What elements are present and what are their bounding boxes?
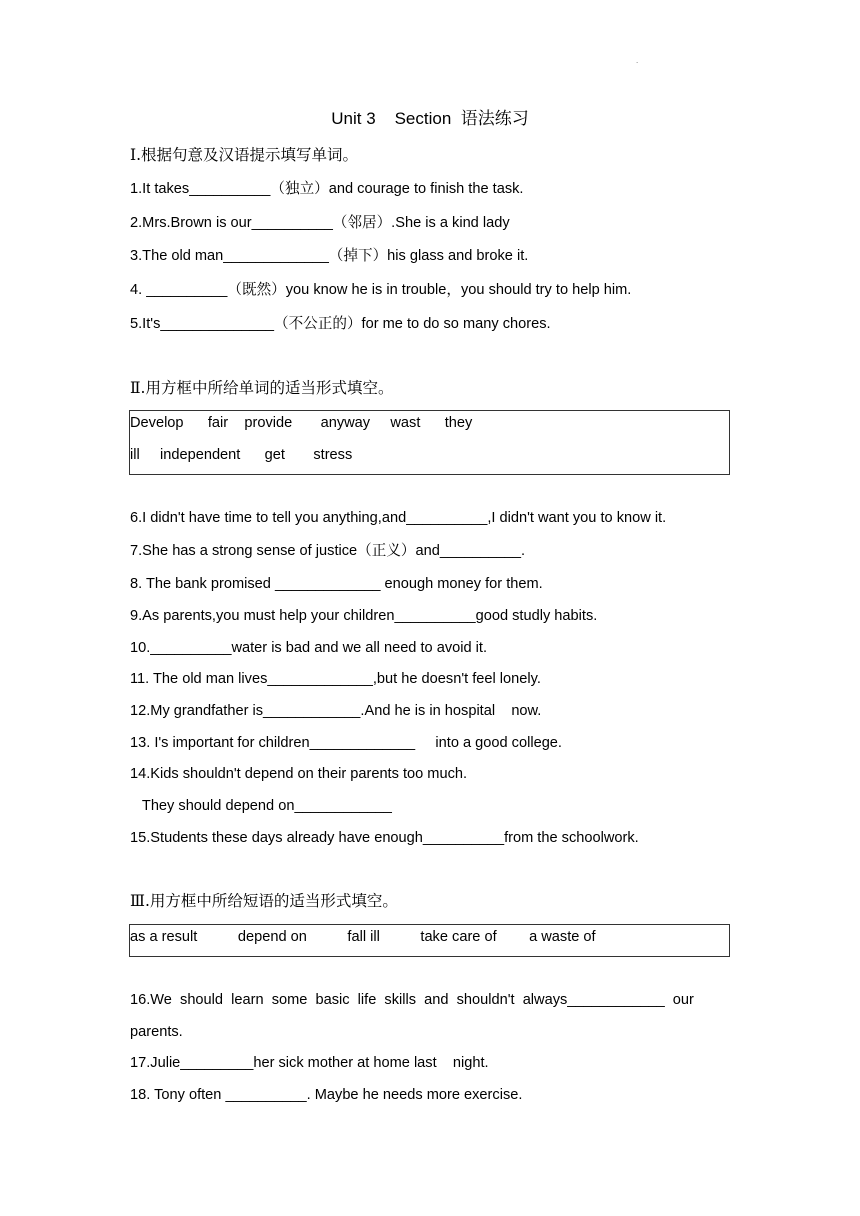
question-9: 9.As parents,you must help your children__________good studly habits. xyxy=(130,608,598,624)
section-2-heading: Ⅱ.用方框中所给单词的适当形式填空。 xyxy=(130,379,394,397)
question-10: 10.__________water is bad and we all need to avoid it. xyxy=(130,640,487,656)
question-4: 4. __________（既然）you know he is in trouble，you should try to help him. xyxy=(130,282,632,298)
question-11: 11. The old man lives_____________,but he doesn't feel lonely. xyxy=(130,671,541,687)
question-3: 3.The old man_____________（掉下）his glass and broke it. xyxy=(130,248,529,264)
phrase-box-row: as a result depend on fall ill take care of a waste of xyxy=(130,929,596,945)
question-14-continued: They should depend on____________ xyxy=(130,798,392,814)
question-2: 2.Mrs.Brown is our__________（邻居）.She is a kind lady xyxy=(130,215,510,231)
question-17: 17.Julie_________her sick mother at home last night. xyxy=(130,1055,489,1071)
word-box-row-1: Develop fair provide anyway wast they xyxy=(130,415,473,431)
question-7: 7.She has a strong sense of justice（正义）and__________. xyxy=(130,543,526,559)
page-title: Unit 3 Section 语法练习 xyxy=(331,109,529,128)
phrase-box xyxy=(129,924,730,957)
question-1: 1.It takes__________（独立）and courage to finish the task. xyxy=(130,181,524,197)
question-5: 5.It's______________（不公正的）for me to do so many chores. xyxy=(130,316,551,332)
question-12: 12.My grandfather is____________.And he is in hospital now. xyxy=(130,703,542,719)
section-3-heading: Ⅲ.用方框中所给短语的适当形式填空。 xyxy=(130,892,398,910)
question-8: 8. The bank promised _____________ enough money for them. xyxy=(130,576,543,592)
word-box-row-2: ill independent get stress xyxy=(130,447,353,463)
question-15: 15.Students these days already have enough__________from the schoolwork. xyxy=(130,830,639,846)
question-14: 14.Kids shouldn't depend on their parents too much. xyxy=(130,766,468,782)
question-18: 18. Tony often __________. Maybe he needs more exercise. xyxy=(130,1087,523,1103)
section-1-heading: Ⅰ.根据句意及汉语提示填写单词。 xyxy=(130,146,359,164)
question-6: 6.I didn't have time to tell you anything,and__________,I didn't want you to know it. xyxy=(130,510,667,526)
question-16-continued: parents. xyxy=(130,1024,183,1040)
page-dot: . xyxy=(636,56,639,65)
question-13: 13. I's important for children_____________ into a good college. xyxy=(130,735,562,751)
question-16: 16.We should learn some basic life skills and shouldn't always____________ our xyxy=(130,992,694,1008)
word-box xyxy=(129,410,730,475)
